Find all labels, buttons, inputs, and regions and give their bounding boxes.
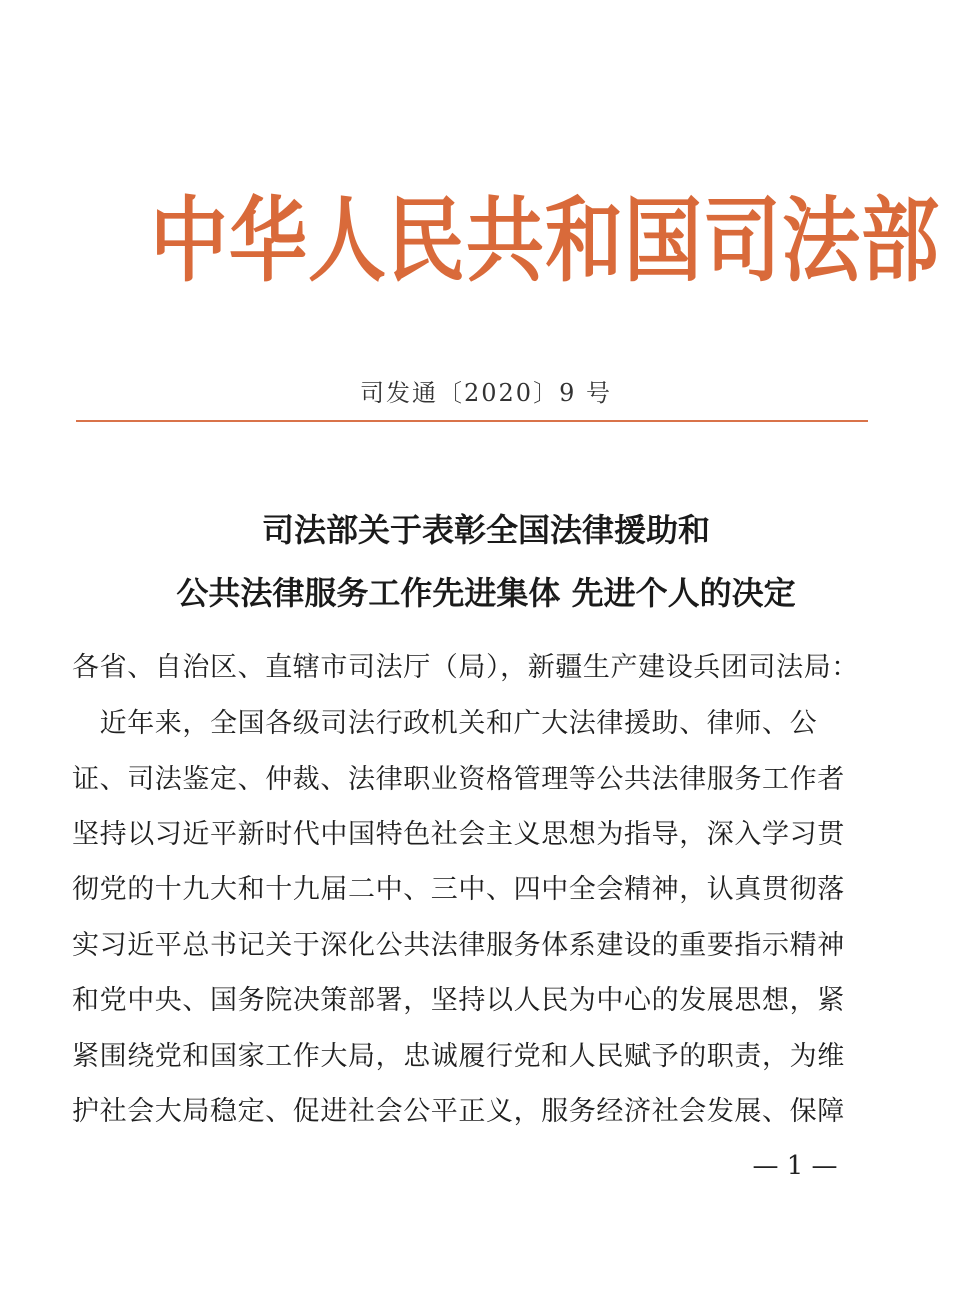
salutation: 各省、自治区、直辖市司法厅（局），新疆生产建设兵团司法局：	[72, 652, 859, 683]
body-line: 和党中央、国务院决策部署，坚持以人民为中心的发展思想，紧	[72, 985, 845, 1016]
body-line: 彻党的十九大和十九届二中、三中、四中全会精神，认真贯彻落	[72, 874, 845, 905]
body-line: 近年来，全国各级司法行政机关和广大法律援助、律师、公	[72, 708, 818, 739]
body-line: 实习近平总书记关于深化公共法律服务体系建设的重要指示精神	[72, 930, 845, 961]
body-line: 证、司法鉴定、仲裁、法律职业资格管理等公共法律服务工作者	[72, 764, 845, 795]
document-title-line-2: 公共法律服务工作先进集体 先进个人的决定	[176, 574, 796, 612]
document-title-line-1: 司法部关于表彰全国法律援助和	[261, 511, 710, 549]
red-divider-line	[76, 420, 868, 422]
body-line: 紧围绕党和国家工作大局，忠诚履行党和人民赋予的职责，为维	[72, 1041, 845, 1072]
body-line: 坚持以习近平新时代中国特色社会主义思想为指导，深入学习贯	[72, 819, 845, 850]
body-line: 护社会大局稳定、促进社会公平正义，服务经济社会发展、保障	[72, 1096, 845, 1127]
page-number: — 1 —	[752, 1151, 838, 1181]
document-number: 司发通〔2020〕9 号	[360, 379, 612, 407]
issuer-header: 中华人民共和国司法部	[150, 187, 941, 296]
